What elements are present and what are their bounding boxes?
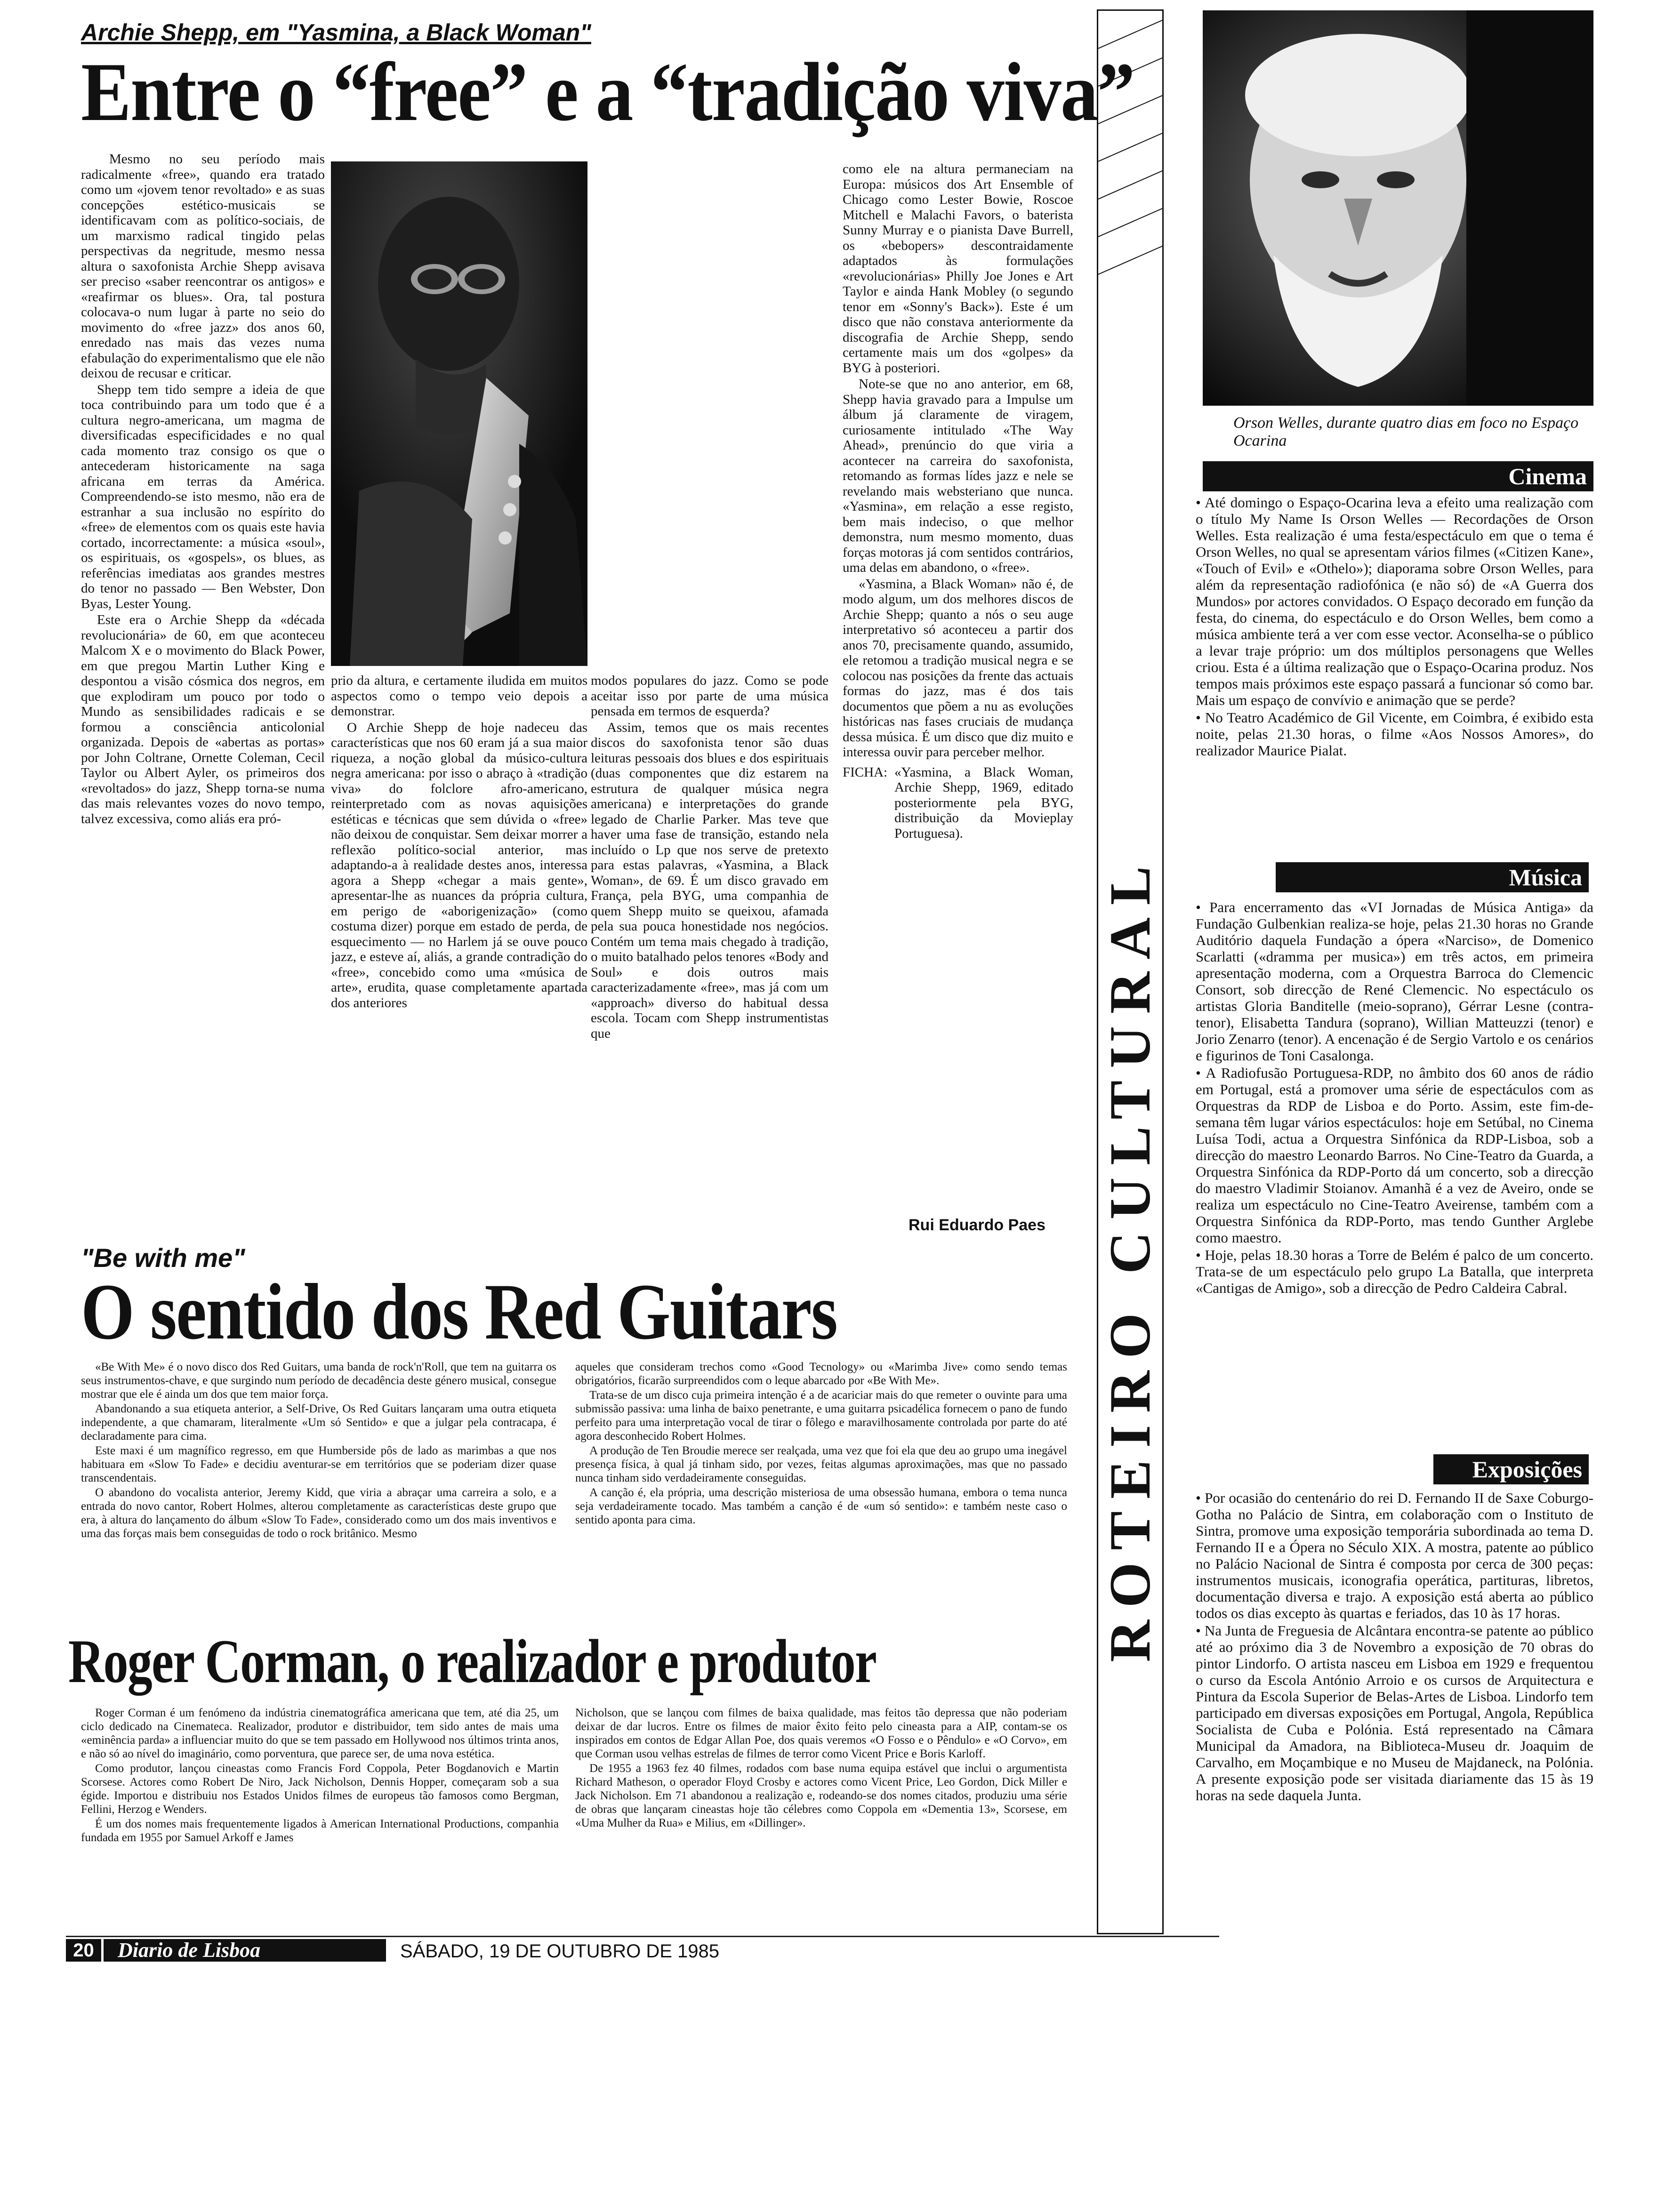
roteiro-cultural-band bbox=[1097, 9, 1164, 1934]
corman-column-1: Roger Corman é um fenómeno da indústria cinematográfica americana que tem, até dia 25, um ciclo dedicado na Cinemateca. Realizador, produtor e distribuidor, tem sido antes de mais uma «eminência parda» a influenciar muito do que se tem passado em Hollywood nos últimos trinta anos, e não só ao nível do imaginário, como porventura, que parece ser, de uma nova estética. Como produtor, lançou cineastas como Francis Ford Coppola, Peter Bogdanovich e Martin Scorsese. Actores como Robert De Niro, Jack Nicholson, Dennis Hopper, começaram sob a sua égide. Importou e distribuiu nos Estados Unidos filmes de europeus tão famosos como Bergman, Fellini, Herzog e Wenders. É um dos nomes mais frequentemente ligados à American International Productions, companhia fundada em 1955 por Samuel Arkoff e James bbox=[81, 1707, 559, 1844]
corman-headline: Roger Corman, o realizador e produtor bbox=[68, 1627, 877, 1696]
exposicoes-section-header: Exposições bbox=[1433, 1454, 1589, 1484]
red-guitars-column-2: aqueles que consideram trechos como «Good Tecnology» ou «Marimba Jive» como sendo temas obrigatórios, ficarão surpreendidos com o leque abarcado por «Be With Me». Trata-se de um disco cuja primeira intenção é a de acariciar mais do que remeter o ouvinte para uma submissão passiva: uma linha de baixo penetrante, e uma guitarra psicadélica fornecem o pano de fundo perfeito para uma interpretação vocal de tirar o fôlego e maravilhosamente controlada por parte do até agora desconhecido Robert Holmes. A produção de Ten Broudie merece ser realçada, uma vez que foi ela que deu ao grupo uma inegável presença física, à qual já tinham sido, por vezes, feitas algumas aproximações, mas que no passado nunca tinham sido verdadeiramente conseguidas. A canção é, ela própria, uma descrição misteriosa de uma obsessão humana, embora o tema nunca seja verdadeiramente tocado. Mas também a canção é de «um só sentido»: e também neste caso o sentido aponta para cima. bbox=[575, 1361, 1067, 1526]
corman-column-2: Nicholson, que se lançou com filmes de baixa qualidade, mas feitos tão depressa que não poderiam deixar de dar lucros. Entre os filmes de maior êxito feito pelo cineasta para a AIP, contam-se os inspirados em contos de Edgar Allan Poe, dos quais veremos «O Fosso e o Pêndulo» e «O Corvo», em que Corman usou velhas estrelas de filmes de terror como Vicent Price e Boris Karloff. De 1955 a 1963 fez 40 filmes, rodados com base numa equipa estável que inclui o argumentista Richard Matheson, o operador Floyd Crosby e actores como Vicent Price, Leo Gordon, Dick Miller e Jack Nicholson. Em 71 abandonou a realização e, rodeando-se dos nomes citados, produziu uma série de obras que lançaram cineastas hoje tão célebres como Coppola em «Dementia 13», Scorsese, em «Uma Mulher da Rua» e Milius, em «Dillinger». bbox=[575, 1707, 1067, 1829]
newspaper-name: Diario de Lisboa bbox=[104, 1939, 386, 1962]
shepp-headline: Entre o “free” e a “tradição viva” bbox=[81, 45, 1134, 138]
archie-shepp-photo bbox=[331, 161, 587, 666]
shepp-kicker: Archie Shepp, em "Yasmina, a Black Woman" bbox=[81, 19, 591, 46]
ficha-text: «Yasmina, a Black Woman, Archie Shepp, 1969, editado posteriormente pela BYG, distribuição da Movieplay Portuguesa). bbox=[894, 764, 1073, 841]
issue-date: SÁBADO, 19 DE OUTUBRO DE 1985 bbox=[400, 1941, 720, 1962]
page-number: 20 bbox=[73, 1940, 94, 1961]
red-guitars-headline: O sentido dos Red Guitars bbox=[81, 1267, 837, 1356]
shepp-column-1: Mesmo no seu período mais radicalmente «free», quando era tratado como um «jovem tenor revoltado» e as suas concepções estético-musicais se identificavam com as político-sociais, de um marxismo radical tingido pelas perspectivas da negritude, mesmo nessa altura o saxofonista Archie Shepp avisava ser preciso «saber reencontrar os antigos» e «reafirmar os blues». Ora, tal postura colocava-o num lugar à parte no seio do movimento do «free jazz» dos anos 60, enredado nas mais das vezes numa efabulação do experimentalismo que ele não deixou de recusar e criticar. Shepp tem tido sempre a ideia de que toca contribuindo para um todo que é a cultura negro-americana, um magma de diversificadas especificidades e no qual cada momento traz consigo os que o antecederam historicamente na saga africana em terras da América. Compreendendo-se isto mesmo, não era de estranhar a sua inclusão no espírito do «free» de elementos com os quais este havia cortado, incorrectamente: a música «soul», os espirituais, os «gospels», os blues, as referências imediatas aos grandes mestres do tenor no passado — Ben Webster, Don Byas, Lester Young. Este era o Archie Shepp da «década revolucionária» de 60, em que aconteceu Malcom X e o movimento do Black Power, em que pregou Martin Luther King e despontou a visão cósmica dos negros, em que explodiram um pouco por todo o Mundo as sensibilidades radicais e se formou a consciência anticolonial organizada. Depois de «abertas as portas» por John Coltrane, Ornette Coleman, Cecil Taylor ou Albert Ayler, os primeiros dos «revoltados» do jazz, Shepp torna-se numa das mais relevantes vozes do novo tempo, talvez excessiva, como aliás era pró- bbox=[81, 152, 325, 826]
shepp-column-3: modos populares do jazz. Como se pode aceitar isso por parte de uma música pensada em termos de esquerda? Assim, temos que os mais recentes discos do saxofonista tenor são duas leituras pessoais dos blues e dos espirituais (duas componentes que diz estarem na estrutura de qualquer música negra americana) e interpretações do grande legado de Charlie Parker. Mas teve que haver uma fase de transição, estando nela incluído o Lp que nos serve de pretexto para estas palavras, «Yasmina, a Black Woman», de 69. É um disco gravado em França, pela BYG, uma companhia de quem Shepp muito se queixou, afamada pela sua pouca honestidade nos negócios. Contém um tema mais chegado à tradição, o muito batalhado pelos tenores «Body and Soul» e dois outros mais caracterizadamente «free», mas já com um «approach» diverso do habitual dessa escola. Tocam com Shepp instrumentistas que bbox=[591, 673, 828, 1041]
red-guitars-column-1: «Be With Me» é o novo disco dos Red Guitars, uma banda de rock'n'Roll, que tem na guitarra os seus instrumentos-chave, e que surgindo num período de decadência deste género musical, consegue mostrar que ele é ainda um dos que tem maior força. Abandonando a sua etiqueta anterior, a Self-Drive, Os Red Guitars lançaram uma outra etiqueta independente, a que chamaram, literalmente «Um só Sentido» e que a julgar pela contracapa, é declaradamente para cima. Este maxi é um magnífico regresso, em que Humberside pôs de lado as marimbas a que nos habituara em «Slow To Fade» e decidiu aventurar-se em territórios que se poderiam dizer quase transcendentais. O abandono do vocalista anterior, Jeremy Kidd, que viria a abraçar uma carreira a solo, e a entrada do novo cantor, Robert Holmes, alterou completamente as características deste grupo que era, à altura do lançamento do álbum «Slow To Fade», considerado como um dos mais inventivos e uma das forças mais bem conseguidas de todo o rock britânico. Mesmo bbox=[81, 1361, 556, 1540]
page-number-badge bbox=[66, 1939, 101, 1962]
shepp-byline: Rui Eduardo Paes bbox=[909, 1216, 1046, 1234]
orson-welles-photo bbox=[1203, 10, 1593, 406]
ficha-label: FICHA: bbox=[843, 764, 888, 780]
red-guitars-kicker: "Be with me" bbox=[81, 1243, 245, 1273]
exposicoes-listings: • Por ocasião do centenário do rei D. Fernando II de Saxe Coburgo-Gotha no Palácio de Sintra, em colaboração com o Instituto de Sintra, promove uma exposição temporária subordinada ao tema D. Fernando II e a Ópera no Século XIX. A mostra, patente ao público no Palácio Nacional de Sintra é composta por cerca de 300 peças: instrumentos musicais, iconografia operática, partituras, libretos, documentação diversa e trajo. A exposição está aberta ao público todos os dias excepto às quartas e feriados, das 10 às 17 horas. • Na Junta de Freguesia de Alcântara encontra-se patente ao público até ao próximo dia 3 de Novembro a exposição de 70 obras do pintor Lindorfo. O artista nasceu em Lisboa em 1929 e frequentou o curso da Escola António Arroio e os cursos de Arquitectura e Pintura da Escola Superior de Belas-Artes de Lisboa. Lindorfo tem participado em diversas exposições em Portugal, Angola, República Socialista de Cuba e Polónia. Está representado na Câmara Municipal da Amadora, na Biblioteca-Museu dr. Joaquim de Carvalho, em Moçambique e no Museu de Majdaneck, na Polónia. A presente exposição pode ser visitada diariamente das 15 às 19 horas na sede daquela Junta. bbox=[1196, 1490, 1593, 1803]
cinema-listings: • Até domingo o Espaço-Ocarina leva a efeito uma realização com o título My Name Is Orson Welles — Recordações de Orson Welles. Esta realização é uma festa/espectáculo em que o tema é Orson Welles, no qual se apresentam vários filmes («Citizen Kane», «Touch of Evil» e «Othelo»); diaporama sobre Orson Welles, para além da representação radiofónica (e não só) de «A Guerra dos Mundos» por actores convidados. O Espaço decorado em função da festa, do cinema, do espectáculo e do Orson Welles, bem como a música ambiente terá a ver com esse vector. Aconselha-se o público a levar traje próprio: um dos múltiplos personagens que Welles criou. Esta é a última realização que o Espaço-Ocarina produz. Nos tempos mais próximos este espaço passará a funcionar só como bar. Mais um espaço de convívio e animação que se perde? • No Teatro Académico de Gil Vicente, em Coimbra, é exibido esta noite, pelas 21.30 horas, o filme «Aos Nossos Amores», do realizador Maurice Pialat. bbox=[1196, 494, 1593, 759]
cinema-section-header: Cinema bbox=[1203, 461, 1593, 491]
musica-section-header: Música bbox=[1276, 862, 1589, 892]
footer-rule bbox=[66, 1936, 1219, 1937]
shepp-column-2: prio da altura, e certamente iludida em muitos aspectos como o tempo veio depois a demonstrar. O Archie Shepp de hoje nadeceu das características que nos 60 eram já a sua maior riqueza, a noção global da músico-cultura negra americana: por isso o abraço à «tradição viva» do folclore afro-americano, reinterpretado com as novas aquisições estéticas e técnicas que sem dúvida o «free» não deixou de conquistar. Sem deixar morrer a reflexão político-social anterior, mas adaptando-a à realidade destes anos, interessa agora a Shepp «chegar a mais gente», apresentar-lhe as nuances da própria cultura, em perigo de «aborigenização» (como costuma dizer) porque em estado de perda, de esquecimento — no Harlem já se ouve pouco jazz, e esteve aí, aliás, a grande contradição do «free», concebido como uma «música de arte», erudita, quase completamente apartada dos anteriores bbox=[331, 673, 587, 1010]
shepp-column-4: como ele na altura permaneciam na Europa: músicos dos Art Ensemble of Chicago como Lester Bowie, Roscoe Mitchell e Malachi Favors, o baterista Sunny Murray e o pianista Dave Burrell, os «bebopers» descontraidamente adaptados às formulações «revolucionárias» Philly Joe Jones e Art Taylor e ainda Hank Mobley (o segundo tenor em «Sonny's Back»). Este é um disco que não constava anteriormente da discografia de Archie Shepp, sendo certamente mais um dos «golpes» da BYG à posteriori. Note-se que no ano anterior, em 68, Shepp havia gravado para a Impulse um álbum já claramente de viragem, curiosamente intitulado «The Way Ahead», prenúncio do que viria a acontecer na carreira do saxofonista, retomando as formas lídes jazz e nele se revelando mais websteriano que nunca. «Yasmina», em relação a esse registo, bem mais indeciso, o que melhor demonstra, num mesmo momento, duas forças motoras já com sentidos contrários, uma delas em abandono, o «free». «Yasmina, a Black Woman» não é, de modo algum, um dos melhores discos de Archie Shepp; quanto a nós o seu auge interpretativo só aconteceu a partir dos anos 70, precisamente quando, assumido, ele retomou a tradição musical negra e se colocou nas posições da frente das actuais formas do jazz, mas é dos tais documentos que põem a nu as evoluções históricas nas fases cruciais de mudança dessa música. É um disco que diz muito e interessa ouvir para perceber melhor. FICHA: «Yasmina, a Black Woman, Archie Shepp, 1969, editado posteriormente pela BYG, distribuição da Movieplay Portuguesa). bbox=[843, 161, 1073, 841]
roteiro-cultural-label: ROTEIRO CULTURAL bbox=[1098, 854, 1162, 1662]
orson-welles-caption: Orson Welles, durante quatro dias em foco no Espaço Ocarina bbox=[1233, 414, 1579, 449]
musica-listings: • Para encerramento das «VI Jornadas de Música Antiga» da Fundação Gulbenkian realiza-se hoje, pelas 21.30 horas no Grande Auditório daquela Fundação a ópera «Narciso», de Domenico Scarlatti («dramma per musica») em três actos, em primeira apresentação moderna, com a Orquestra Barroca do Clemencic Consort, sob direcção de René Clemencic. No espectáculo os artistas Gloria Banditelle (meio-soprano), Gérrar Lesne (contra-tenor), Elisabetta Tandura (soprano), Willian Matteuzzi (tenor) e Jorio Zenarro (tenor). A encenação é de Sergio Vartolo e os cenários e figurinos de Toni Casalonga. • A Radiofusão Portuguesa-RDP, no âmbito dos 60 anos de rádio em Portugal, está a promover uma série de espectáculos com as Orquestras da RDP de Lisboa e do Porto. Assim, este fim-de-semana têm lugar vários espectáculos: hoje em Setúbal, no Cinema Luísa Todi, actua a Orquestra Sinfónica da RDP-Lisboa, sob a direcção do maestro Leonardo Barros. No Cine-Teatro da Guarda, a Orquestra Sinfónica da RDP-Porto dá um concerto, sob a direcção do maestro Vladimir Stoianov. Amanhã é a vez de Aveiro, onde se realiza um espectáculo no Cine-Teatro Aveirense, também com a Orquestra Sinfónica da RDP-Porto, mas tendo Gunther Arglebe como maestro. • Hoje, pelas 18.30 horas a Torre de Belém é palco de um concerto. Trata-se de um espectáculo pelo grupo La Batalla, que interpreta «Cantigas de Amigo», sob a direcção de Pedro Caldeira Cabral. bbox=[1196, 899, 1593, 1296]
